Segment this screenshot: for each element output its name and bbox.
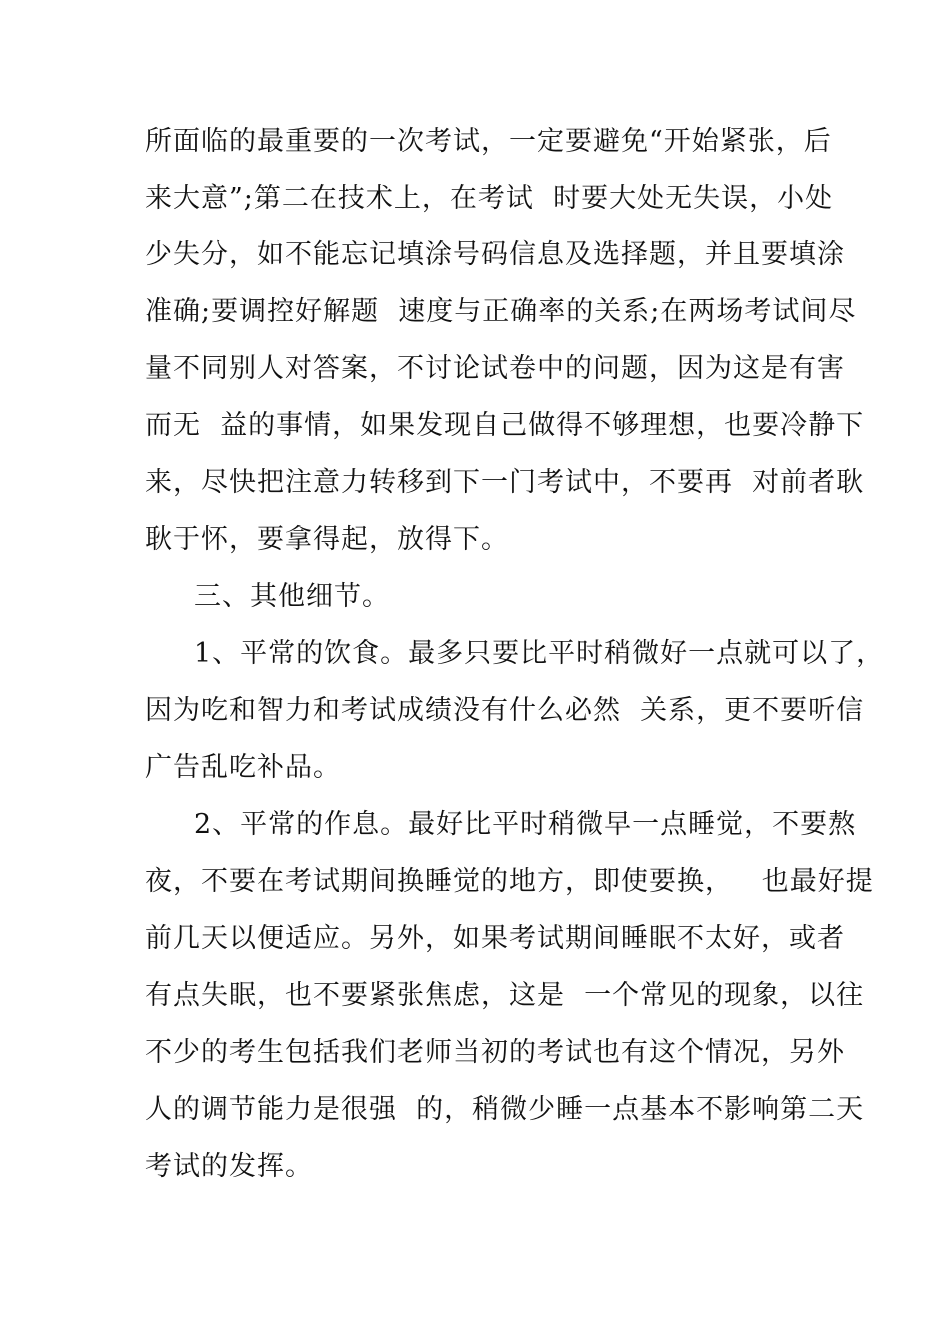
text-line: 前几天以便适应。另外，如果考试期间睡眠不太好，或者 <box>145 923 845 954</box>
text-line: 广告乱吃补品。 <box>145 752 341 783</box>
text-line: 1、平常的饮食。最多只要比平时稍微好一点就可以了， <box>194 638 885 669</box>
text-line: 有点失眠，也不要紧张焦虑，这是 一个常见的现象，以往 <box>145 980 865 1011</box>
text-line: 准确;要调控好解题 速度与正确率的关系;在两场考试间尽 <box>145 296 857 327</box>
text-line: 夜，不要在考试期间换睡觉的地方，即使要换， 也最好提 <box>145 866 874 897</box>
text-line: 2、平常的作息。最好比平时稍微早一点睡觉，不要熬 <box>194 809 857 840</box>
text-line: 而无 益的事情，如果发现自己做得不够理想，也要冷静下 <box>145 410 865 441</box>
text-line: 所面临的最重要的一次考试，一定要避免“开始紧张，后 <box>145 126 832 157</box>
text-line: 不少的考生包括我们老师当初的考试也有这个情况，另外 <box>145 1037 845 1068</box>
text-line: 来，尽快把注意力转移到下一门考试中，不要再 对前者耿 <box>145 467 865 498</box>
text-line: 人的调节能力是很强 的，稍微少睡一点基本不影响第二天 <box>145 1094 865 1125</box>
text-line: 来大意”;第二在技术上，在考试 时要大处无失误，小处 <box>145 183 834 214</box>
text-line: 因为吃和智力和考试成绩没有什么必然 关系，更不要听信 <box>145 695 865 726</box>
section-heading: 三、其他细节。 <box>194 581 390 612</box>
text-line: 耿于怀，要拿得起，放得下。 <box>145 524 509 555</box>
text-line: 量不同别人对答案，不讨论试卷中的问题，因为这是有害 <box>145 353 845 384</box>
text-line: 考试的发挥。 <box>145 1151 313 1182</box>
text-line: 少失分，如不能忘记填涂号码信息及选择题，并且要填涂 <box>145 239 845 270</box>
